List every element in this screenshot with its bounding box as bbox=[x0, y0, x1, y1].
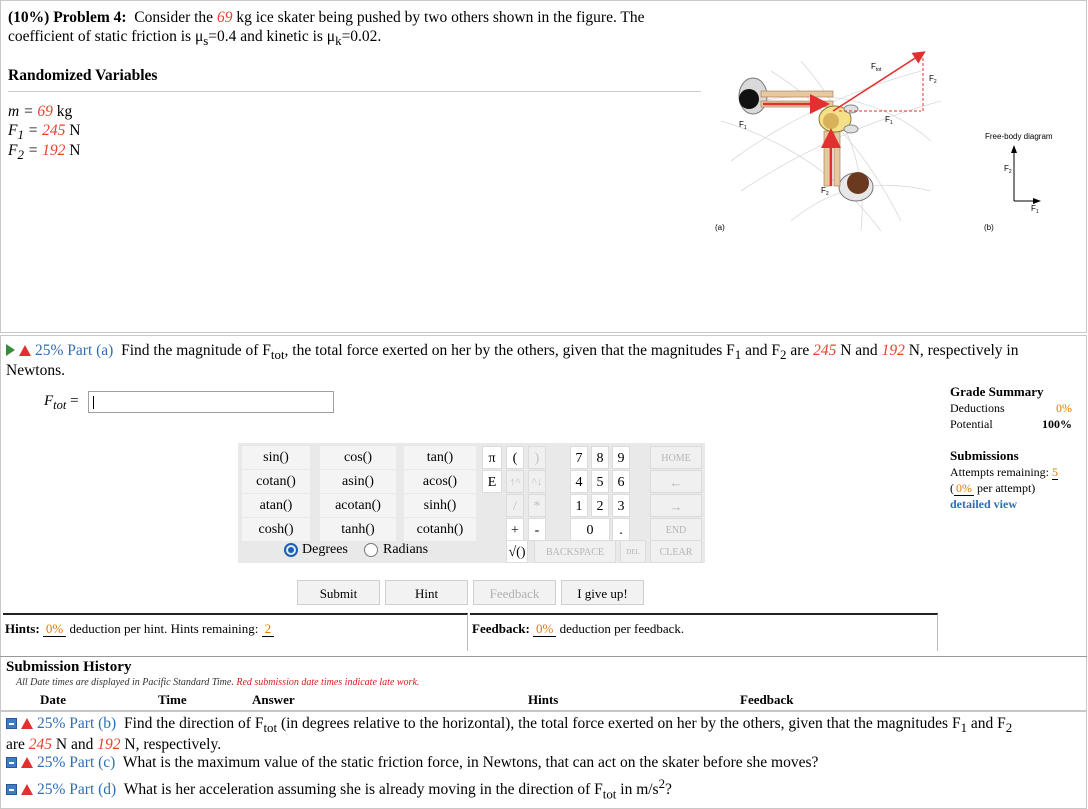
mass-value: 69 bbox=[216, 9, 233, 26]
key-rparen[interactable]: ) bbox=[528, 446, 546, 469]
caption-b: (b) bbox=[984, 223, 994, 232]
key-sqrt[interactable]: √() bbox=[506, 540, 528, 563]
hints-remaining: 2 bbox=[262, 621, 275, 637]
key-clear[interactable]: CLEAR bbox=[650, 540, 702, 563]
col-time: Time bbox=[158, 692, 187, 707]
problem-panel bbox=[0, 0, 1087, 333]
problem-line-2: coefficient of static friction is $\mu_s=0.4$ and kinetic is $\mu_k=0.02$. bbox=[8, 28, 382, 49]
key-0[interactable]: 0 bbox=[570, 518, 610, 541]
warning-icon bbox=[21, 784, 33, 795]
key-backspace[interactable]: BACKSPACE bbox=[534, 540, 616, 563]
key-home[interactable]: HOME bbox=[650, 446, 702, 469]
key-dot[interactable]: . bbox=[612, 518, 630, 541]
collapse-icon[interactable] bbox=[6, 757, 17, 768]
key-9[interactable]: 9 bbox=[612, 446, 630, 469]
submissions-title: Submissions bbox=[950, 448, 1019, 463]
potential-row: Potential 100% bbox=[950, 417, 1072, 431]
key-divide[interactable]: / bbox=[506, 494, 524, 517]
key-cos[interactable]: cos() bbox=[320, 446, 396, 469]
key-1[interactable]: 1 bbox=[570, 494, 588, 517]
label-f2-bottom: $F_2$ bbox=[821, 186, 829, 197]
col-hints: Hints bbox=[528, 692, 559, 707]
key-plus[interactable]: + bbox=[506, 518, 524, 541]
part-a-heading: 25% Part (a) Find the magnitude of $F_{tot}$, the total force exerted on her by the others, given that the magnitudes $F_1$ and $F_2$ are 245 N and 192 N, respectively in bbox=[6, 342, 1018, 363]
part-b-heading[interactable]: 25% Part (b) Find the direction of $F_{tot}$ (in degrees relative to the horizontal), the total force exerted on her by the others, given that the magnitudes $F_1$ and $F_2$ bbox=[6, 715, 1012, 736]
key-pi[interactable]: π bbox=[482, 446, 502, 469]
grade-summary bbox=[950, 384, 1072, 512]
key-tan[interactable]: tan() bbox=[404, 446, 476, 469]
deductions-row: Deductions 0% bbox=[950, 401, 1072, 415]
key-cotan[interactable]: cotan() bbox=[242, 470, 310, 493]
ftot-answer-input[interactable] bbox=[88, 391, 334, 413]
key-asin[interactable]: asin() bbox=[320, 470, 396, 493]
key-3[interactable]: 3 bbox=[612, 494, 630, 517]
radians-radio[interactable] bbox=[364, 543, 378, 557]
fbd-title: Free-body diagram bbox=[985, 132, 1053, 141]
skater bbox=[819, 105, 858, 133]
label-ftot: $F_{tot}$ bbox=[871, 62, 882, 73]
key-multiply[interactable]: * bbox=[528, 494, 546, 517]
key-cotanh[interactable]: cotanh() bbox=[404, 518, 476, 541]
submit-button[interactable]: Submit bbox=[297, 580, 380, 605]
part-d-heading[interactable]: 25% Part (d) What is her acceleration assuming she is already moving in the direction of $F_{tot}$ in $m/s^2$? bbox=[6, 776, 672, 802]
warning-icon bbox=[21, 718, 33, 729]
history-note: All Date times are displayed in Pacific Standard Time. Red submission date times indicate late work. bbox=[16, 677, 420, 688]
play-icon[interactable] bbox=[6, 344, 15, 356]
ftot-input-label: $F_{tot}$ = bbox=[44, 393, 79, 412]
divider bbox=[8, 91, 701, 92]
key-del[interactable]: DEL bbox=[620, 540, 646, 563]
attempts-remaining: Attempts remaining: 5 bbox=[950, 465, 1058, 479]
per-attempt: ( 0% per attempt) bbox=[950, 481, 1036, 495]
key-end[interactable]: END bbox=[650, 518, 702, 541]
part-a-heading-cont: Newtons. bbox=[6, 362, 65, 379]
ftot-arrow bbox=[833, 53, 923, 111]
collapse-icon[interactable] bbox=[6, 718, 17, 729]
key-power[interactable]: ↑^ bbox=[506, 470, 524, 493]
feedback-button[interactable]: Feedback bbox=[473, 580, 556, 605]
warning-icon bbox=[19, 345, 31, 356]
key-lparen[interactable]: ( bbox=[506, 446, 524, 469]
col-feedback: Feedback bbox=[740, 692, 794, 707]
detailed-view-link[interactable]: detailed view bbox=[950, 497, 1017, 511]
radians-label: Radians bbox=[383, 542, 429, 557]
collapse-icon[interactable] bbox=[6, 784, 17, 795]
problem-number: (10%) Problem 4: bbox=[8, 9, 127, 26]
equation-keypad bbox=[238, 443, 705, 563]
var-mass: m = 69 kg bbox=[8, 103, 73, 120]
key-subscript[interactable]: ^↓ bbox=[528, 470, 546, 493]
key-8[interactable]: 8 bbox=[591, 446, 609, 469]
deductions-value: 0% bbox=[1056, 401, 1072, 415]
hints-bar: Hints: 0% deduction per hint. Hints remaining: 2 bbox=[3, 613, 468, 651]
warning-icon bbox=[21, 757, 33, 768]
key-5[interactable]: 5 bbox=[591, 470, 609, 493]
key-atan[interactable]: atan() bbox=[242, 494, 310, 517]
key-acos[interactable]: acos() bbox=[404, 470, 476, 493]
hint-button[interactable]: Hint bbox=[385, 580, 468, 605]
key-6[interactable]: 6 bbox=[612, 470, 630, 493]
degrees-radio[interactable] bbox=[284, 543, 298, 557]
label-f1-right: $F_1$ bbox=[885, 115, 893, 126]
give-up-button[interactable]: I give up! bbox=[561, 580, 644, 605]
skater-figure bbox=[701, 41, 1086, 241]
key-e[interactable]: E bbox=[482, 470, 502, 493]
key-acotan[interactable]: acotan() bbox=[320, 494, 396, 517]
key-tanh[interactable]: tanh() bbox=[320, 518, 396, 541]
key-sin[interactable]: sin() bbox=[242, 446, 310, 469]
key-7[interactable]: 7 bbox=[570, 446, 588, 469]
degrees-label: Degrees bbox=[302, 542, 348, 557]
submission-history-title: Submission History bbox=[6, 659, 132, 675]
potential-value: 100% bbox=[1042, 417, 1072, 431]
fbd-label-f2: $F_2$ bbox=[1004, 164, 1012, 175]
var-f2: $F_2 = 192$ N bbox=[8, 142, 81, 163]
key-4[interactable]: 4 bbox=[570, 470, 588, 493]
label-f2-right: $F_2$ bbox=[929, 74, 937, 85]
key-left-arrow[interactable]: ← bbox=[650, 470, 702, 493]
label-f1-left: $F_1$ bbox=[739, 120, 747, 131]
randomized-variables-title: Randomized Variables bbox=[8, 67, 158, 84]
col-date: Date bbox=[40, 692, 66, 707]
grade-summary-title: Grade Summary bbox=[950, 384, 1044, 399]
part-c-heading[interactable]: 25% Part (c) What is the maximum value of the static friction force, in Newtons, that can act on the skater before she moves? bbox=[6, 754, 818, 772]
col-answer: Answer bbox=[252, 692, 295, 707]
key-cosh[interactable]: cosh() bbox=[242, 518, 310, 541]
key-right-arrow[interactable]: → bbox=[650, 494, 702, 517]
problem-line-1: (10%) Problem 4: Consider the 69 kg ice skater being pushed by two others shown in the figure. The bbox=[8, 9, 645, 26]
key-minus[interactable]: - bbox=[528, 518, 546, 541]
caption-a: (a) bbox=[715, 223, 725, 232]
submission-history bbox=[0, 656, 1087, 711]
part-b-heading-cont: are 245 N and 192 N, respectively. bbox=[6, 736, 222, 753]
feedback-bar: Feedback: 0% deduction per feedback. bbox=[470, 613, 938, 651]
var-f1: $F_1 = 245$ N bbox=[8, 122, 81, 143]
key-2[interactable]: 2 bbox=[591, 494, 609, 517]
key-sinh[interactable]: sinh() bbox=[404, 494, 476, 517]
fbd-label-f1: $F_1$ bbox=[1031, 204, 1039, 215]
